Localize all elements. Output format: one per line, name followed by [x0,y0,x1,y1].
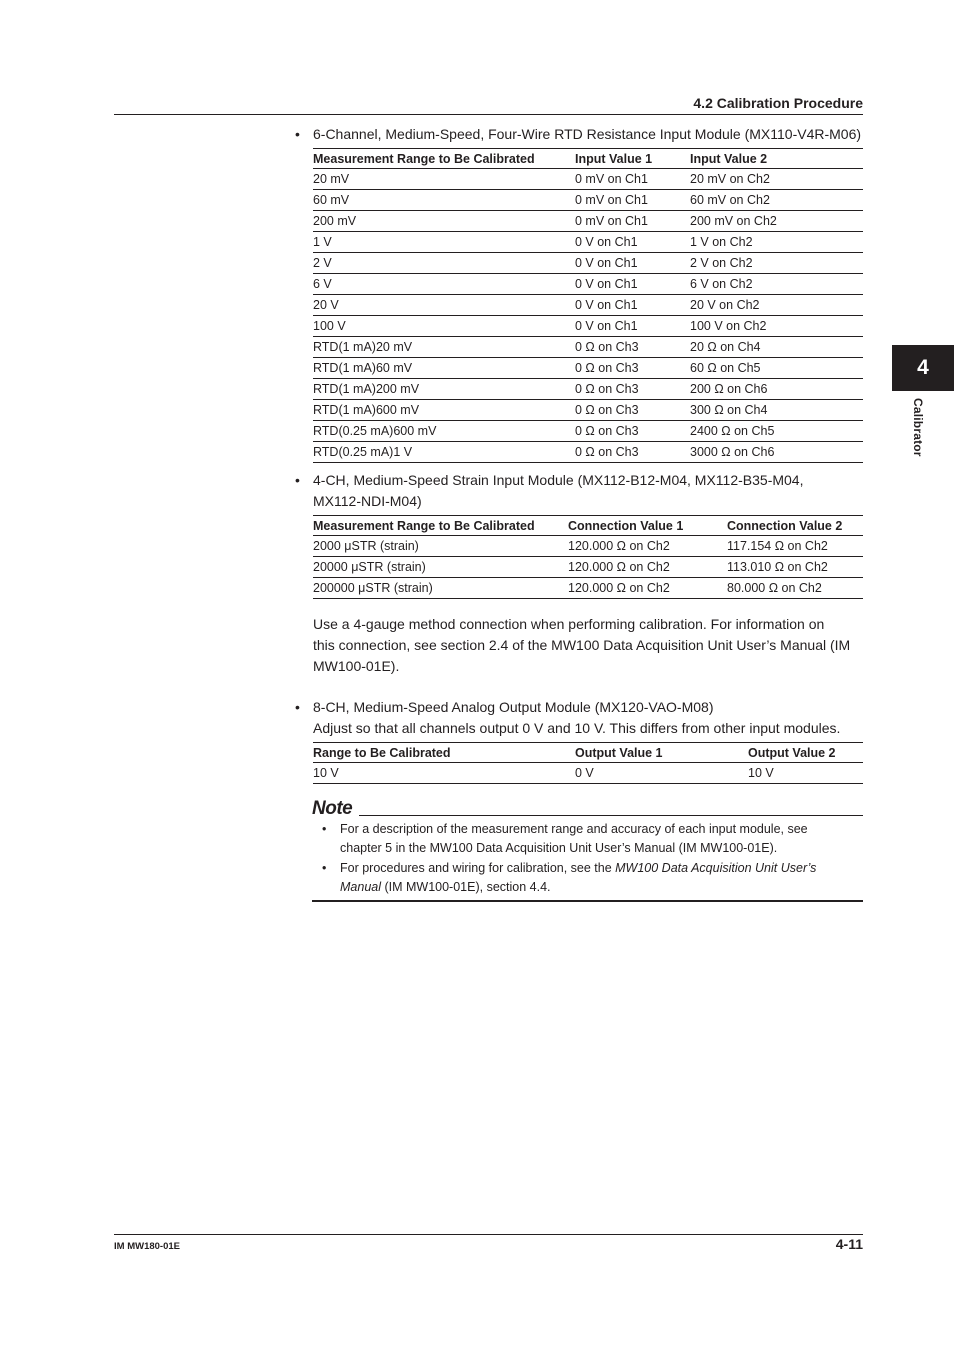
table-row [313,169,863,190]
table-cell: 113.010 Ω on Ch2 [727,557,863,578]
table-row [313,400,863,421]
note-item [322,820,840,858]
note-item [322,859,840,897]
table-row [313,421,863,442]
table-row [313,316,863,337]
table-row [313,536,863,557]
table-cell: 0 mV on Ch1 [575,169,690,190]
table-row [313,295,863,316]
table-cell: 0 V on Ch1 [575,253,690,274]
column-header: Input Value 2 [690,149,863,169]
table-row [313,274,863,295]
table-header-row [313,743,863,763]
note-text: (IM MW100-01E), section 4.4. [381,880,551,894]
note-box [312,798,863,894]
table-row [313,358,863,379]
table-row [313,190,863,211]
table-cell: 20 V [313,295,575,316]
table-cell: RTD(0.25 mA)600 mV [313,421,575,442]
rtd-module-heading [295,124,873,145]
output-table-body [313,763,863,784]
output-module-heading-text: 8-CH, Medium-Speed Analog Output Module (MX120-VAO-M08) [313,699,714,715]
table-cell: 117.154 Ω on Ch2 [727,536,863,557]
table-cell: RTD(1 mA)60 mV [313,358,575,379]
table-cell: 0 Ω on Ch3 [575,421,690,442]
table-row [313,379,863,400]
table-cell: 20 mV on Ch2 [690,169,863,190]
table-cell: 0 V [575,763,748,784]
table-cell: 0 Ω on Ch3 [575,379,690,400]
table-cell: 0 Ω on Ch3 [575,358,690,379]
table-cell: 0 V on Ch1 [575,316,690,337]
table-cell: 120.000 Ω on Ch2 [568,578,727,599]
bullet-icon: • [295,699,300,715]
table-cell: 0 V on Ch1 [575,295,690,316]
table-cell: 20 Ω on Ch4 [690,337,863,358]
note-top-rule [359,815,863,816]
table-cell: 2000 μSTR (strain) [313,536,568,557]
table-cell: 200 Ω on Ch6 [690,379,863,400]
rtd-module-heading-text: 6-Channel, Medium-Speed, Four-Wire RTD Resistance Input Module (MX110-V4R-M06) [313,126,862,142]
table-cell: RTD(1 mA)20 mV [313,337,575,358]
column-header: Output Value 1 [575,743,748,763]
section-header-title: 4.2 Calibration Procedure [693,95,863,111]
footer-doc-number: IM MW180-01E [114,1241,180,1252]
table-cell: 100 V [313,316,575,337]
note-item-line: For a description of the measurement range and accuracy of each input module, see [340,822,808,836]
note-title: Note [312,798,353,819]
table-row [313,337,863,358]
table-cell: 1 V [313,232,575,253]
manual-title: Manual [340,880,381,894]
table-cell: 100 V on Ch2 [690,316,863,337]
table-cell: 200 mV on Ch2 [690,211,863,232]
paragraph-line: Use a 4-gauge method connection when performing calibration. For information on [313,616,825,632]
note-bottom-rule [312,900,863,902]
column-header: Connection Value 1 [568,516,727,536]
note-text: For procedures and wiring for calibration, see the [340,861,616,875]
column-header: Input Value 1 [575,149,690,169]
page-number: 4-11 [835,1236,863,1252]
table-cell: 300 Ω on Ch4 [690,400,863,421]
note-item-line: chapter 5 in the MW100 Data Acquisition Unit User’s Manual (IM MW100-01E). [340,841,778,855]
chapter-label: Calibrator [911,398,925,457]
table-cell: 1 V on Ch2 [690,232,863,253]
table-cell: 2 V on Ch2 [690,253,863,274]
strain-module-heading-line2: MX112-NDI-M04) [313,493,422,509]
column-header: Connection Value 2 [727,516,863,536]
table-cell: 0 Ω on Ch3 [575,400,690,421]
table-cell: RTD(0.25 mA)1 V [313,442,575,463]
rtd-calibration-table [313,148,863,463]
table-row [313,557,863,578]
bullet-icon: • [322,861,327,875]
table-cell: 0 mV on Ch1 [575,211,690,232]
table-cell: 6 V on Ch2 [690,274,863,295]
bullet-icon: • [295,126,300,142]
table-header-row [313,516,863,536]
table-cell: 3000 Ω on Ch6 [690,442,863,463]
table-cell: 6 V [313,274,575,295]
paragraph-line: this connection, see section 2.4 of the MW100 Data Acquisition Unit User’s Manual (IM [313,637,851,653]
strain-table-body [313,536,863,599]
table-cell: 200 mV [313,211,575,232]
column-header: Range to Be Calibrated [313,743,575,763]
table-cell: 10 V [748,763,863,784]
table-cell: 0 Ω on Ch3 [575,442,690,463]
paragraph-line: MW100-01E). [313,658,400,674]
table-cell: 20 V on Ch2 [690,295,863,316]
table-cell: 60 Ω on Ch5 [690,358,863,379]
output-module-heading [295,697,873,739]
table-row [313,211,863,232]
output-module-subtext: Adjust so that all channels output 0 V and 10 V. This differs from other input modules. [313,720,841,736]
table-cell: 120.000 Ω on Ch2 [568,557,727,578]
output-calibration-table [313,742,863,784]
table-cell: 0 V on Ch1 [575,274,690,295]
table-cell: 10 V [313,763,575,784]
table-header-row [313,149,863,169]
table-row [313,578,863,599]
table-row [313,253,863,274]
table-cell: 80.000 Ω on Ch2 [727,578,863,599]
table-cell: RTD(1 mA)600 mV [313,400,575,421]
table-cell: 20000 μSTR (strain) [313,557,568,578]
table-row [313,763,863,784]
column-header: Measurement Range to Be Calibrated [313,149,575,169]
strain-module-heading-line1: 4-CH, Medium-Speed Strain Input Module (MX112-B12-M04, MX112-B35-M04, [313,472,804,488]
strain-connection-paragraph [313,614,873,677]
note-item-line [340,878,840,897]
rtd-table-body [313,169,863,463]
note-item-line [340,859,840,878]
bullet-icon: • [295,472,300,488]
table-cell: 0 Ω on Ch3 [575,337,690,358]
table-cell: 200000 μSTR (strain) [313,578,568,599]
table-cell: 20 mV [313,169,575,190]
table-row [313,232,863,253]
table-cell: 60 mV [313,190,575,211]
chapter-tab[interactable]: 4 [892,345,954,391]
strain-calibration-table [313,515,863,599]
table-row [313,442,863,463]
table-cell: 2400 Ω on Ch5 [690,421,863,442]
manual-title: MW100 Data Acquisition Unit User’s [615,861,817,875]
table-cell: 120.000 Ω on Ch2 [568,536,727,557]
header-rule [114,114,863,115]
table-cell: 60 mV on Ch2 [690,190,863,211]
bullet-icon: • [322,822,327,836]
table-cell: RTD(1 mA)200 mV [313,379,575,400]
table-cell: 0 mV on Ch1 [575,190,690,211]
footer-rule [114,1234,863,1235]
table-cell: 2 V [313,253,575,274]
column-header: Measurement Range to Be Calibrated [313,516,568,536]
table-cell: 0 V on Ch1 [575,232,690,253]
column-header: Output Value 2 [748,743,863,763]
strain-module-heading [295,470,873,512]
